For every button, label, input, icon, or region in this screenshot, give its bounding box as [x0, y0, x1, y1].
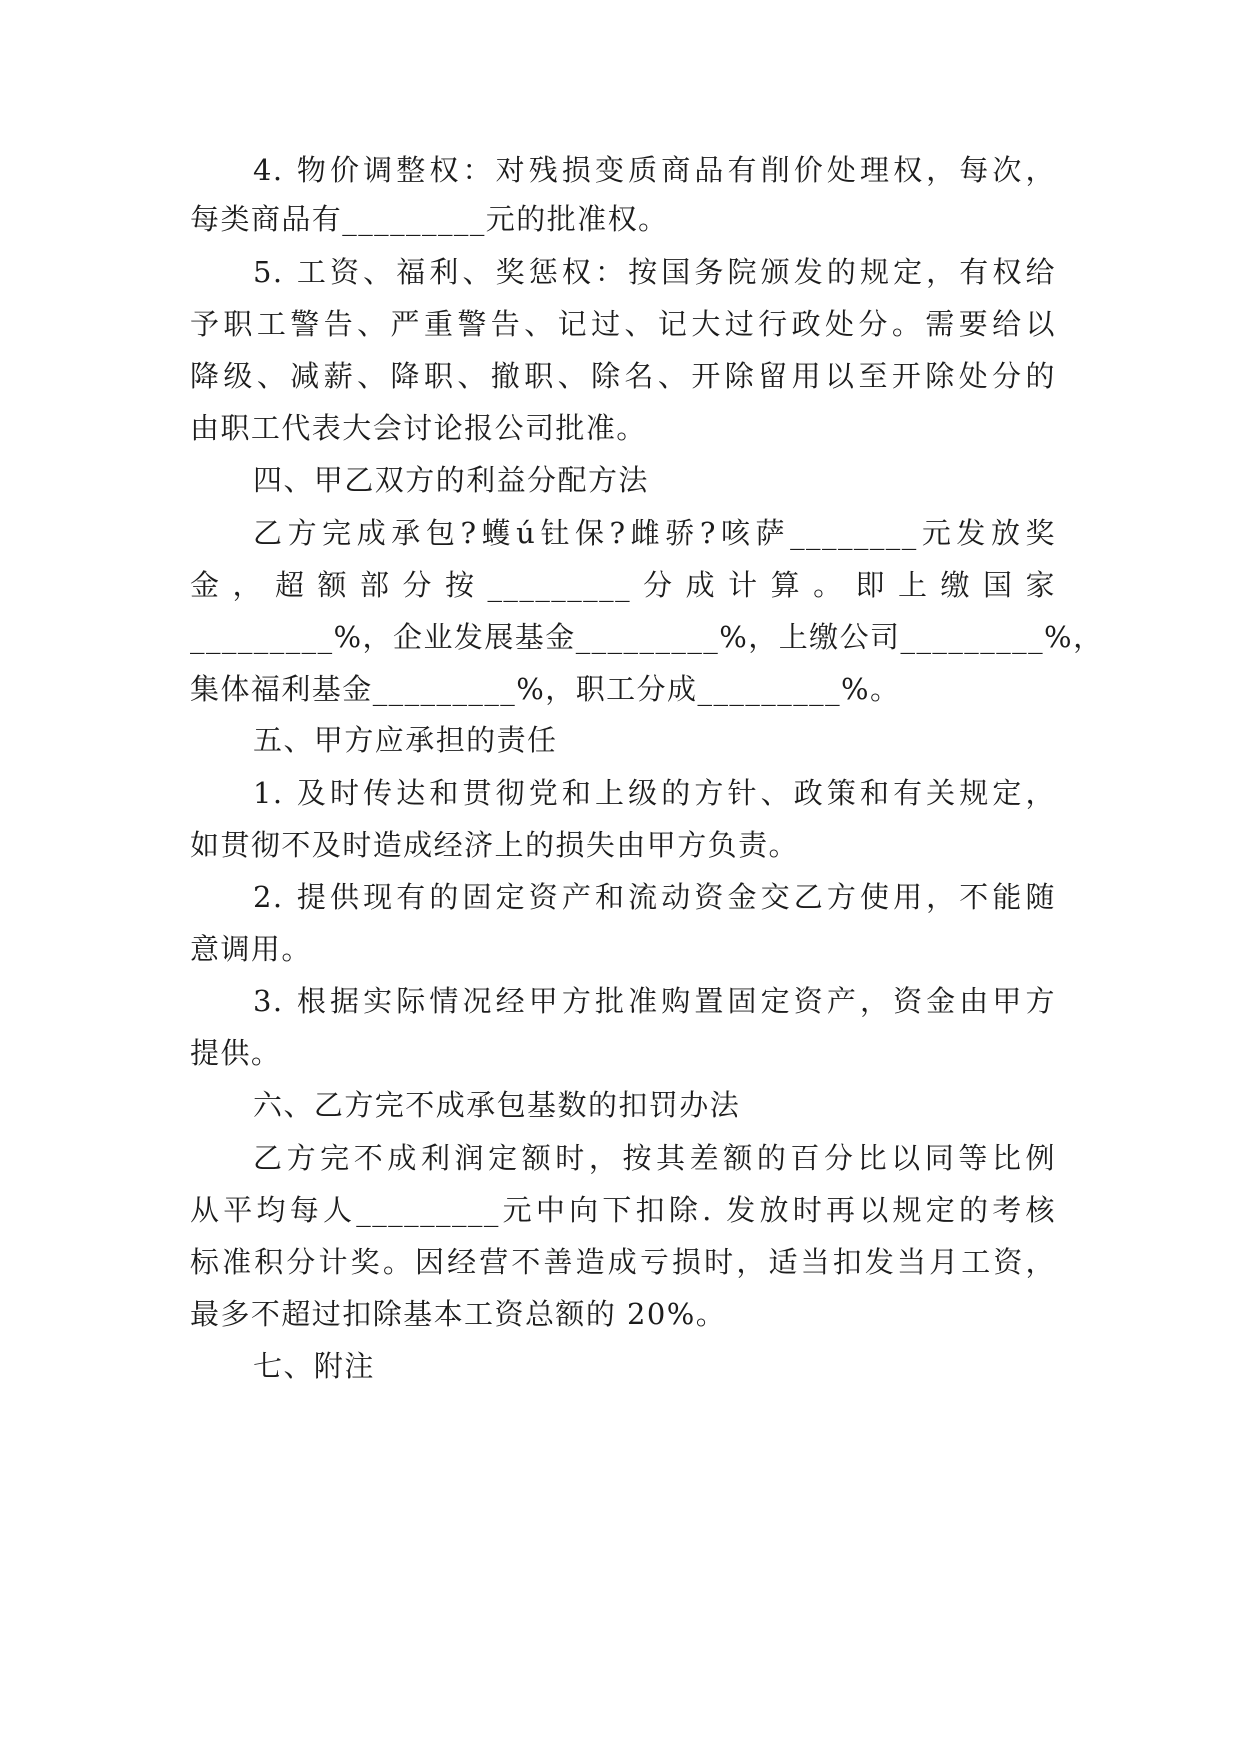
paragraph-line: _________%，企业发展基金_________%，上缴公司_________%，	[190, 620, 1104, 654]
section-heading: 五、甲方应承担的责任	[253, 723, 558, 757]
paragraph-line: 意调用。	[190, 932, 312, 966]
paragraph-line: 金，超额部分按_________分成计算。即上缴国家	[190, 568, 1056, 602]
paragraph-line: 提供。	[190, 1036, 282, 1070]
paragraph-line: 标准积分计奖。因经营不善造成亏损时，适当扣发当月工资，	[190, 1245, 1056, 1279]
paragraph-line: 从平均每人_________元中向下扣除. 发放时再以规定的考核	[190, 1193, 1056, 1227]
paragraph-line: 2. 提供现有的固定资产和流动资金交乙方使用，不能随	[253, 880, 1056, 914]
paragraph-line: 1. 及时传达和贯彻党和上级的方针、政策和有关规定，	[253, 776, 1056, 810]
paragraph-line: 予职工警告、严重警告、记过、记大过行政处分。需要给以	[190, 307, 1056, 341]
paragraph-line: 如贯彻不及时造成经济上的损失由甲方负责。	[190, 828, 800, 862]
section-heading: 四、甲乙双方的利益分配方法	[253, 463, 649, 497]
section-heading: 七、附注	[253, 1349, 375, 1383]
paragraph-line: 3. 根据实际情况经甲方批准购置固定资产，资金由甲方	[253, 984, 1056, 1018]
paragraph-line: 最多不超过扣除基本工资总额的 20%。	[190, 1297, 727, 1331]
paragraph-line: 4. 物价调整权：对残损变质商品有削价处理权，每次，	[253, 153, 1056, 187]
paragraph-line: 由职工代表大会讨论报公司批准。	[190, 411, 647, 445]
paragraph-line: 降级、减薪、降职、撤职、除名、开除留用以至开除处分的	[190, 359, 1056, 393]
paragraph-line: 乙方完成承包?蠖ú钍保?雌骄?咳萨________元发放奖	[253, 516, 1056, 550]
section-heading: 六、乙方完不成承包基数的扣罚办法	[253, 1088, 741, 1122]
paragraph-line: 每类商品有_________元的批准权。	[190, 202, 669, 236]
paragraph-line: 集体福利基金_________%，职工分成_________%。	[190, 672, 901, 706]
paragraph-line: 乙方完不成利润定额时，按其差额的百分比以同等比例	[253, 1141, 1056, 1175]
paragraph-line: 5. 工资、福利、奖惩权：按国务院颁发的规定，有权给	[253, 255, 1056, 289]
